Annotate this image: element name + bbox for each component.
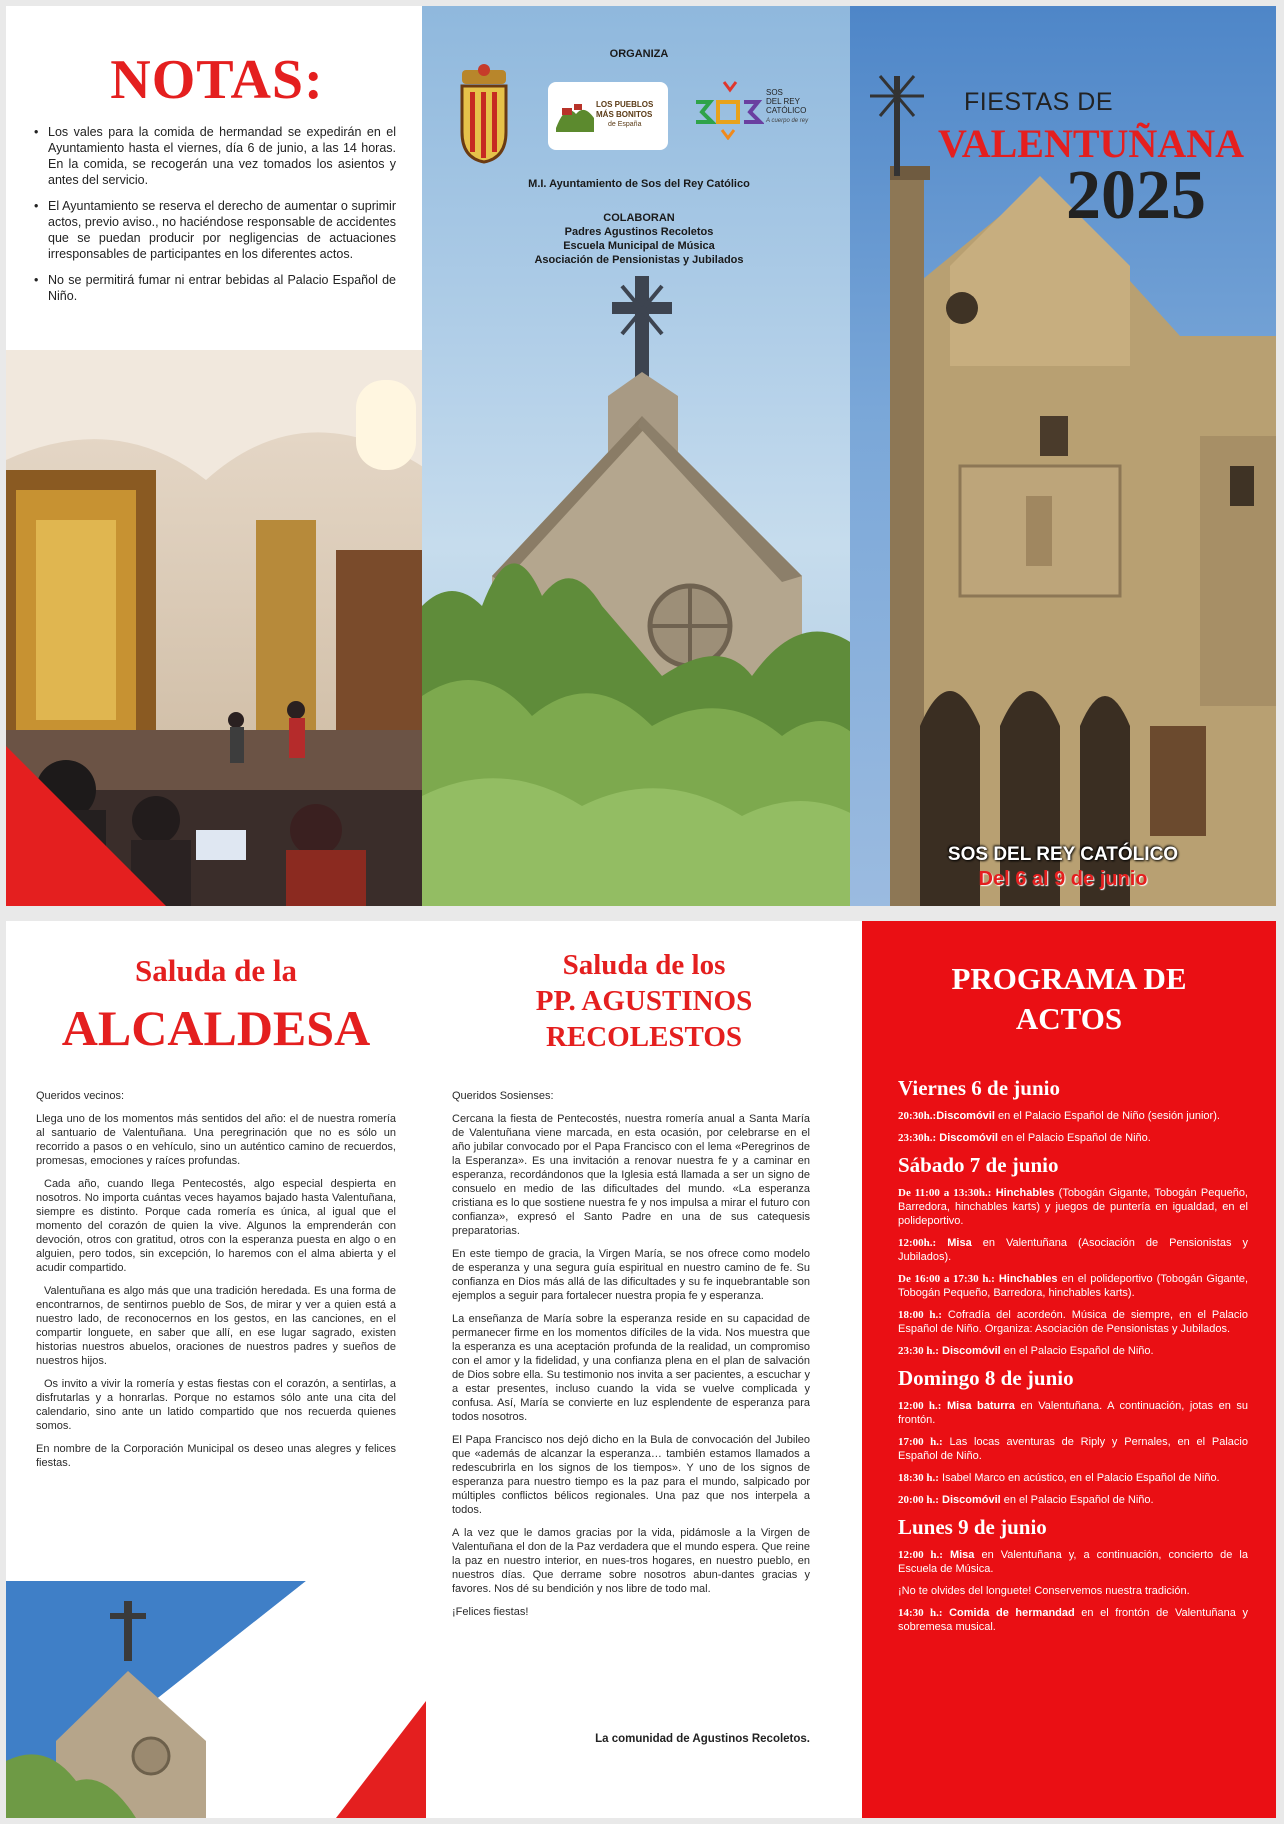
agustinos-paragraph: A la vez que le damos gracias por la vida, pidámosle a la Virgen de Valentuñana el don de la Paz verdadera que el mundo espera. Que reine la paz en nuestro interior, en nues-tros hogares, en nuestro pueblo, en nuestros días. Que derrame sobre nosotros abun-dantes gracias y favores. Nos dé su bendición y nos libre de todo mal. [452, 1527, 810, 1595]
cover-town: SOS DEL REY CATÓLICO [947, 844, 1179, 865]
event-description: en el polideportivo (Tobogán Gigante, Tobogán Pequeño, Barredora, hinchables karts). [898, 1273, 1249, 1299]
event-description: en el Palacio Español de Niño (sesión junior). [994, 1110, 1220, 1122]
alcaldesa-paragraph: Cada año, cuando llega Pentecostés, algo especial despierta en nosotros. No importa cuántas veces hayamos bajado hasta Valentuñana, siempre es distinto. Porque cada romería es única, al igual que el momento del corazón de quien la vive. Algunos la emprenderán con devoción, otros con gratitud, otros con la esperanza puesta en algo o en alguien, pero todos, sin excepción, lo haremos con el alma abierta y el acudir compartido. [36, 1178, 396, 1274]
agustinos-paragraph: En este tiempo de gracia, la Virgen María, se nos ofrece como modelo de esperanza y una segura guía espiritual en nuestro camino de fe. Su confianza en Dios más allá de las dificultades y su fe inquebrantable son ejemplos a seguir para fortalecer nuestra propia fe y esperanza. [452, 1248, 810, 1302]
agustinos-paragraph: La enseñanza de María sobre la esperanza reside en su capacidad de permanecer firme en los momentos difíciles de la vida. Nos muestra que la esperanza es una aceptación profunda de la realidad, un compromiso con el amor y la fidelidad, y una confianza plena en el plan de salvación de Dios sobre ella. Su testimonio nos invita a ser pacientes, a escuchar y a estar presentes, incluso cuando la vida se vuelve complicada y confusa. Así, María se convierte en luz esplendente de esperanza para todos nosotros. [452, 1313, 810, 1423]
event-name: Discomóvil [938, 1345, 1001, 1357]
sos-logo-line2: DEL REY [766, 97, 800, 106]
programa-event [898, 1109, 1248, 1123]
alcaldesa-title-line2: ALCALDESA [61, 1000, 371, 1056]
programa-event [898, 1493, 1248, 1507]
sos-logo-line1: SOS [766, 88, 783, 97]
agustinos-title-line1: Saluda de los [562, 949, 726, 981]
pueblos-logo-line1: LOS PUEBLOS [596, 100, 654, 109]
event-time: 20:30h.: [898, 1110, 937, 1122]
event-time: De 11:00 a 13:30h.: [898, 1187, 992, 1199]
programa-day-heading: Viernes 6 de junio [898, 1076, 1060, 1100]
event-time: 18:30 h.: [898, 1472, 939, 1484]
event-description: Las locas aventuras de Riply y Pernales, en el Palacio Español de Niño. [898, 1436, 1248, 1462]
notas-title: NOTAS: [110, 49, 324, 111]
alcaldesa-paragraph: Llega uno de los momentos más sentidos del año: el de nuestra romería al santuario de Valentuñana. Una peregrinación que no es sólo un recorrido a pasos o en vehículo, sino un auténtico camino de recuerdos, promesas, emociones y raíces profundas. [36, 1113, 396, 1167]
ayuntamiento-name: M.I. Ayuntamiento de Sos del Rey Católico [528, 178, 750, 190]
programa-event [898, 1584, 1248, 1598]
programa-event [898, 1308, 1248, 1336]
programa-event [898, 1272, 1248, 1300]
cover-title: VALENTUÑANA [938, 121, 1244, 166]
programa-event [898, 1399, 1248, 1427]
programa-event [898, 1344, 1248, 1358]
cover-dates: Del 6 al 9 de junio [978, 868, 1148, 890]
programa-day-heading: Sábado 7 de junio [898, 1153, 1059, 1177]
event-time: 17:00 h.: [898, 1436, 943, 1448]
colaborador-item: Padres Agustinos Recoletos [564, 226, 714, 238]
pueblos-logo-line3: de España [608, 121, 642, 128]
programa-event [898, 1186, 1248, 1228]
agustinos-paragraph: El Papa Francisco nos dejó dicho en la Bula de convocación del Jubileo que «además de alcanzar la esperanza… también estamos llamados a redescubrirla en los signos de los tiempos». Y uno de los signos de esperanza para nuestro tiempo es la paz para el mundo, salpicado por múltiples conflictos bélicos regionales. Una paz que nos interpela a todos. [452, 1434, 810, 1516]
event-name: Misa baturra [941, 1400, 1015, 1412]
event-time: 18:00 h.: [898, 1309, 942, 1321]
alcaldesa-letter [36, 1089, 396, 1479]
church-interior-dance-photo [6, 350, 428, 906]
notas-panel [6, 6, 428, 906]
event-name: Discomóvil [938, 1494, 1001, 1506]
event-time: 12:00h.: [898, 1237, 937, 1249]
agustinos-greeting: Queridos Sosienses: [452, 1090, 554, 1102]
brochure-inner-side [6, 921, 1276, 1818]
event-time: 23:30 h.: [898, 1345, 939, 1357]
cover-year: 2025 [1066, 157, 1206, 234]
notas-list [34, 124, 396, 314]
event-description: en el Palacio Español de Niño. [1000, 1494, 1154, 1506]
sos-logo-tagline: A cuerpo de rey [766, 118, 809, 124]
colaborador-item: Escuela Municipal de Música [563, 240, 715, 252]
event-description: Isabel Marco en acústico, en el Palacio Español de Niño. [938, 1472, 1220, 1484]
notas-item: • No se permitirá fumar ni entrar bebidas al Palacio Español de Niño. [34, 272, 396, 304]
event-time: 20:00 h.: [898, 1494, 939, 1506]
organiza-panel [422, 6, 856, 906]
notas-item: • Los vales para la comida de hermandad se expedirán en el Ayuntamiento hasta el viernes, día 6 de junio, a las 14 horas. En la comida, se recogerán una vez tomados los asientos y antes del servicio. [34, 124, 396, 188]
event-name: Comida de hermandad [942, 1607, 1075, 1619]
event-description: en el Palacio Español de Niño. [1000, 1345, 1154, 1357]
programa-event [898, 1548, 1248, 1576]
chapel-cross-illustration [422, 276, 856, 906]
programa-title-line1: PROGRAMA DE [951, 961, 1187, 996]
agustinos-paragraph: Cercana la fiesta de Pentecostés, nuestra romería anual a Santa María de Valentuñana viene marcada, en esta ocasión, por celebrarse en el año jubilar convocado por el Papa Francisco con el lema «Peregrinos de la Esperanza». Es una invitación a renovar nuestra fe y a caminar en esperanza, recordándonos que la Iglesia está llamada a ser un signo de consuelo en medio de las dificultades del mundo. «La esperanza cristiana es lo que sostiene nuestra fe y nos impulsa a mirar el futuro con confianza», expresó el Santo Padre en una de sus catequesis preparatorias. [452, 1113, 810, 1237]
event-time: De 16:00 a 17:30 h.: [898, 1273, 995, 1285]
event-time: 23:30h.: [898, 1132, 937, 1144]
chapel-bell-photo [6, 1541, 426, 1818]
programa-list [898, 1076, 1248, 1642]
event-description: en Valentuñana. A continuación, jotas en su frontón. [898, 1400, 1248, 1426]
programa-title [862, 959, 1276, 1039]
pueblos-logo-line2: MÁS BONITOS [596, 110, 653, 119]
agustinos-signature: La comunidad de Agustinos Recoletos. [595, 1733, 810, 1745]
alcaldesa-title-line1: Saluda de la [135, 953, 297, 988]
event-name: Hinchables [994, 1273, 1058, 1285]
agustinos-letter [452, 1089, 810, 1628]
event-name: Discomóvil [936, 1110, 995, 1122]
event-name: Misa [936, 1237, 972, 1249]
programa-event [898, 1471, 1248, 1485]
sos-del-rey-catolico-logo [694, 74, 824, 144]
event-time: 12:00 h.: [898, 1400, 942, 1412]
event-description: en el frontón de Valentuñana y sobremesa musical. [898, 1607, 1248, 1633]
event-name: Hinchables [991, 1187, 1055, 1199]
brochure-outer-side [6, 6, 1276, 906]
alcaldesa-paragraph: Valentuñana es algo más que una tradición heredada. Es una forma de encontrarnos, de sentirnos pueblo de Sos, de mirar y ver a quien está a nuestro lado, de reconocernos en los gestos, en las canciones, en el compartir longuete, en saber que allí, en ese lugar sagrado, existen historias nuestros abuelos, oraciones de nuestros padres y sueños de nuestros hijos. [36, 1285, 396, 1367]
event-description: en el Palacio Español de Niño. [997, 1132, 1151, 1144]
programa-event [898, 1131, 1248, 1145]
event-name: Misa [942, 1549, 975, 1561]
agustinos-paragraph: ¡Felices fiestas! [452, 1606, 529, 1618]
programa-day-heading: Domingo 8 de junio [898, 1366, 1074, 1390]
event-time: 12:00 h.: [898, 1549, 943, 1561]
event-description: Cofradía del acordeón. Música de siempre, en el Palacio Español de Niño. Organiza: Asociación de Pensionistas y Jubilados. [898, 1309, 1248, 1335]
programa-title-line2: ACTOS [1015, 1001, 1123, 1036]
saluda-agustinos-panel [426, 921, 862, 1818]
programa-event [898, 1236, 1248, 1264]
agustinos-title-line3: RECOLESTOS [545, 1021, 743, 1053]
event-description: en Valentuñana (Asociación de Pensionistas y Jubilados). [898, 1237, 1248, 1263]
colaboran-label: COLABORAN [603, 212, 675, 224]
event-time: 14:30 h.: [898, 1607, 943, 1619]
programa-event [898, 1606, 1248, 1634]
event-description: en Valentuñana y, a continuación, concierto de la Escuela de Música. [898, 1549, 1248, 1575]
programa-day-heading: Lunes 9 de junio [898, 1515, 1047, 1539]
pueblos-mas-bonitos-logo [548, 82, 668, 150]
notas-item: • El Ayuntamiento se reserva el derecho de aumentar o suprimir actos, previo aviso., no haciéndose responsable de accidentes que se puedan producir por negligencias de actuaciones irresponsables de participantes en los diferentes actos. [34, 198, 396, 262]
alcaldesa-greeting: Queridos vecinos: [36, 1090, 125, 1102]
alcaldesa-paragraph: Os invito a vivir la romería y estas fiestas con el corazón, a sentirlas, a disfrutarlas y a honrarlas. Porque no estamos sólo ante una cita del calendario, sino ante un latido compartido que nos recuerda quienes somos. [36, 1378, 396, 1432]
cover-panel [850, 6, 1276, 906]
sos-logo-line3: CATÓLICO [766, 106, 807, 115]
cover-pre-title: FIESTAS DE [964, 88, 1114, 116]
event-description: ¡No te olvides del longuete! Conservemos nuestra tradición. [898, 1585, 1190, 1597]
event-description: (Tobogán Gigante, Tobogán Pequeño, Barredora, hinchables karts) y juegos de puntería en igualdad, en el polideportivo. [898, 1187, 1248, 1227]
sos-logo-mark-icon [694, 80, 764, 140]
agustinos-title-line2: PP. AGUSTINOS [535, 985, 753, 1017]
programa-event [898, 1435, 1248, 1463]
organiza-label: ORGANIZA [609, 48, 669, 60]
coat-of-arms-icon [454, 62, 514, 168]
event-name: Discomóvil [936, 1132, 998, 1144]
programa-de-actos-panel [862, 921, 1276, 1818]
alcaldesa-paragraph: En nombre de la Corporación Municipal os deseo unas alegres y felices fiestas. [36, 1443, 396, 1469]
hills-icon [556, 98, 594, 132]
saluda-alcaldesa-panel [6, 921, 426, 1818]
colaborador-item: Asociación de Pensionistas y Jubilados [534, 254, 744, 266]
